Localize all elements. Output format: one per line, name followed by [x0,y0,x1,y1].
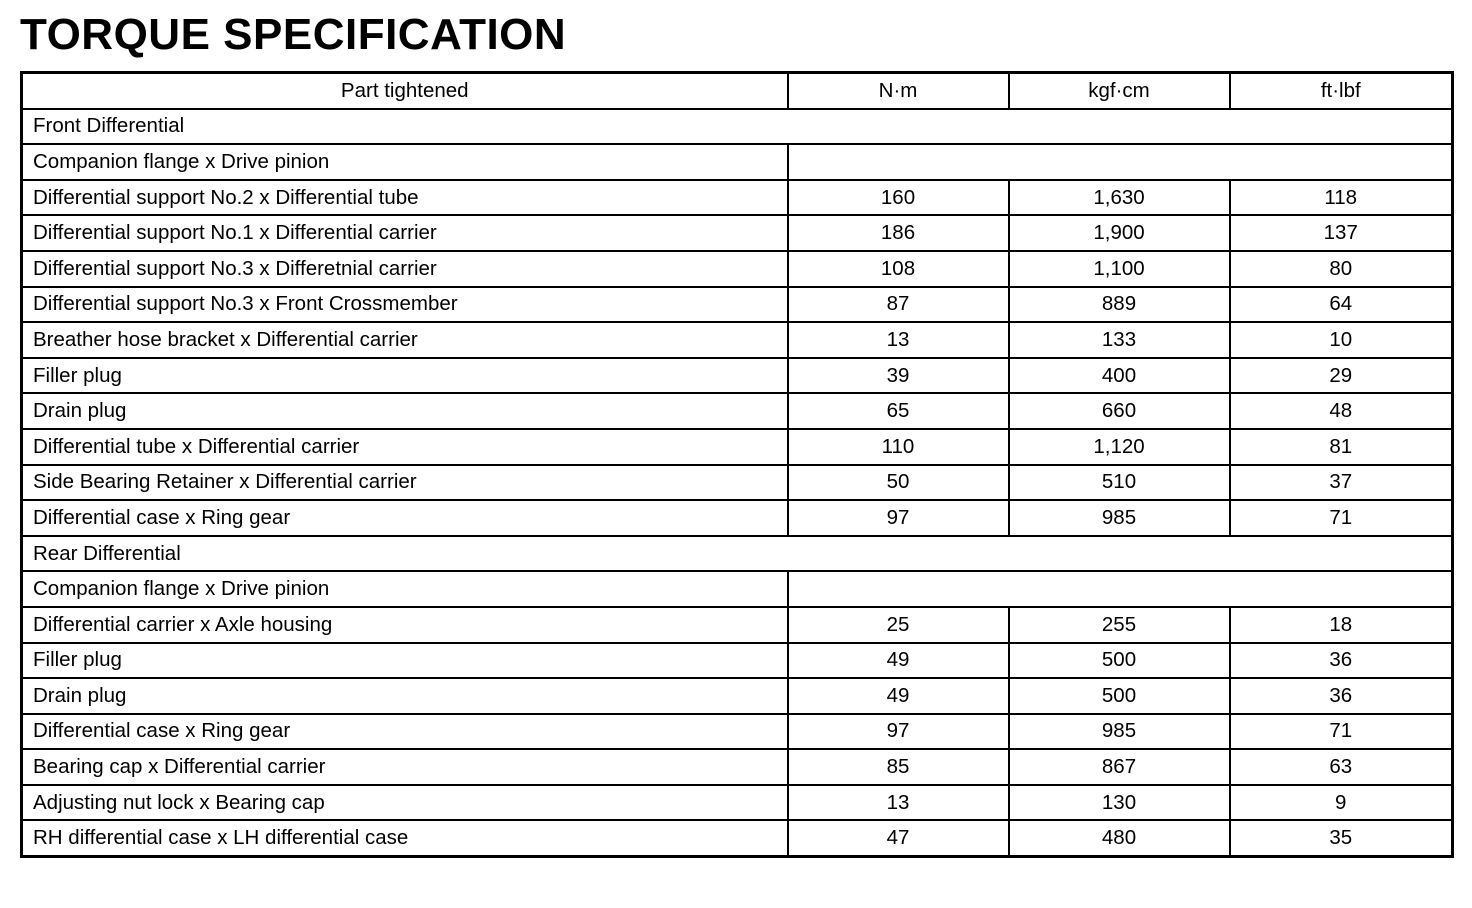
subheader-row [22,144,1453,180]
nm-cell: 87 [788,287,1009,323]
part-cell: Differential support No.3 x Differetnial carrier [22,251,788,287]
nm-cell: 13 [788,322,1009,358]
part-cell: Adjusting nut lock x Bearing cap [22,785,788,821]
table-row [22,429,1453,465]
kgfcm-cell: 660 [1009,393,1230,429]
table-row [22,607,1453,643]
nm-cell: 25 [788,607,1009,643]
ftlbf-cell: 36 [1230,643,1453,679]
section-row [22,536,1453,572]
kgfcm-cell: 1,630 [1009,180,1230,216]
kgfcm-cell: 1,900 [1009,215,1230,251]
part-cell: Differential support No.1 x Differential carrier [22,215,788,251]
nm-cell: 97 [788,714,1009,750]
part-cell: Bearing cap x Differential carrier [22,749,788,785]
table-row [22,820,1453,856]
nm-cell: 49 [788,678,1009,714]
ftlbf-cell: 64 [1230,287,1453,323]
nm-cell: 47 [788,820,1009,856]
kgfcm-cell: 130 [1009,785,1230,821]
part-cell: Breather hose bracket x Differential carrier [22,322,788,358]
ftlbf-cell: 10 [1230,322,1453,358]
part-cell: Side Bearing Retainer x Differential carrier [22,465,788,501]
ftlbf-cell: 63 [1230,749,1453,785]
kgfcm-cell: 510 [1009,465,1230,501]
kgfcm-cell: 500 [1009,678,1230,714]
empty-value-cell [788,571,1453,607]
ftlbf-cell: 137 [1230,215,1453,251]
part-cell: Differential case x Ring gear [22,500,788,536]
nm-cell: 97 [788,500,1009,536]
table-row [22,500,1453,536]
empty-value-cell [788,144,1453,180]
table-header-row [22,73,1453,109]
torque-spec-table [20,71,1454,858]
nm-cell: 13 [788,785,1009,821]
section-label: Front Differential [22,109,1453,145]
column-header-nm: N·m [788,73,1009,109]
nm-cell: 110 [788,429,1009,465]
nm-cell: 85 [788,749,1009,785]
kgfcm-cell: 985 [1009,714,1230,750]
table-row [22,749,1453,785]
ftlbf-cell: 71 [1230,714,1453,750]
part-cell: RH differential case x LH differential case [22,820,788,856]
ftlbf-cell: 9 [1230,785,1453,821]
section-row [22,109,1453,145]
table-row [22,180,1453,216]
table-row [22,465,1453,501]
kgfcm-cell: 889 [1009,287,1230,323]
table-row [22,393,1453,429]
ftlbf-cell: 118 [1230,180,1453,216]
nm-cell: 160 [788,180,1009,216]
nm-cell: 65 [788,393,1009,429]
ftlbf-cell: 48 [1230,393,1453,429]
part-cell: Companion flange x Drive pinion [22,571,788,607]
kgfcm-cell: 255 [1009,607,1230,643]
part-cell: Drain plug [22,393,788,429]
table-body [22,109,1453,857]
nm-cell: 186 [788,215,1009,251]
page-title: TORQUE SPECIFICATION [20,10,567,59]
table-row [22,785,1453,821]
column-header-kgfcm: kgf·cm [1009,73,1230,109]
ftlbf-cell: 35 [1230,820,1453,856]
nm-cell: 49 [788,643,1009,679]
part-cell: Filler plug [22,358,788,394]
table-row [22,251,1453,287]
kgfcm-cell: 985 [1009,500,1230,536]
part-cell: Companion flange x Drive pinion [22,144,788,180]
part-cell: Differential support No.2 x Differential tube [22,180,788,216]
section-label: Rear Differential [22,536,1453,572]
ftlbf-cell: 29 [1230,358,1453,394]
column-header-part: Part tightened [22,73,788,109]
kgfcm-cell: 400 [1009,358,1230,394]
nm-cell: 39 [788,358,1009,394]
table-row [22,215,1453,251]
ftlbf-cell: 81 [1230,429,1453,465]
kgfcm-cell: 480 [1009,820,1230,856]
table-row [22,678,1453,714]
ftlbf-cell: 36 [1230,678,1453,714]
nm-cell: 108 [788,251,1009,287]
ftlbf-cell: 80 [1230,251,1453,287]
kgfcm-cell: 867 [1009,749,1230,785]
part-cell: Filler plug [22,643,788,679]
table-row [22,287,1453,323]
ftlbf-cell: 71 [1230,500,1453,536]
part-cell: Differential case x Ring gear [22,714,788,750]
table-row [22,358,1453,394]
part-cell: Differential tube x Differential carrier [22,429,788,465]
column-header-ftlbf: ft·lbf [1230,73,1453,109]
subheader-row [22,571,1453,607]
kgfcm-cell: 1,120 [1009,429,1230,465]
kgfcm-cell: 1,100 [1009,251,1230,287]
part-cell: Differential carrier x Axle housing [22,607,788,643]
kgfcm-cell: 133 [1009,322,1230,358]
part-cell: Differential support No.3 x Front Crossmember [22,287,788,323]
table-row [22,322,1453,358]
nm-cell: 50 [788,465,1009,501]
ftlbf-cell: 37 [1230,465,1453,501]
table-row [22,643,1453,679]
ftlbf-cell: 18 [1230,607,1453,643]
table-row [22,714,1453,750]
kgfcm-cell: 500 [1009,643,1230,679]
part-cell: Drain plug [22,678,788,714]
